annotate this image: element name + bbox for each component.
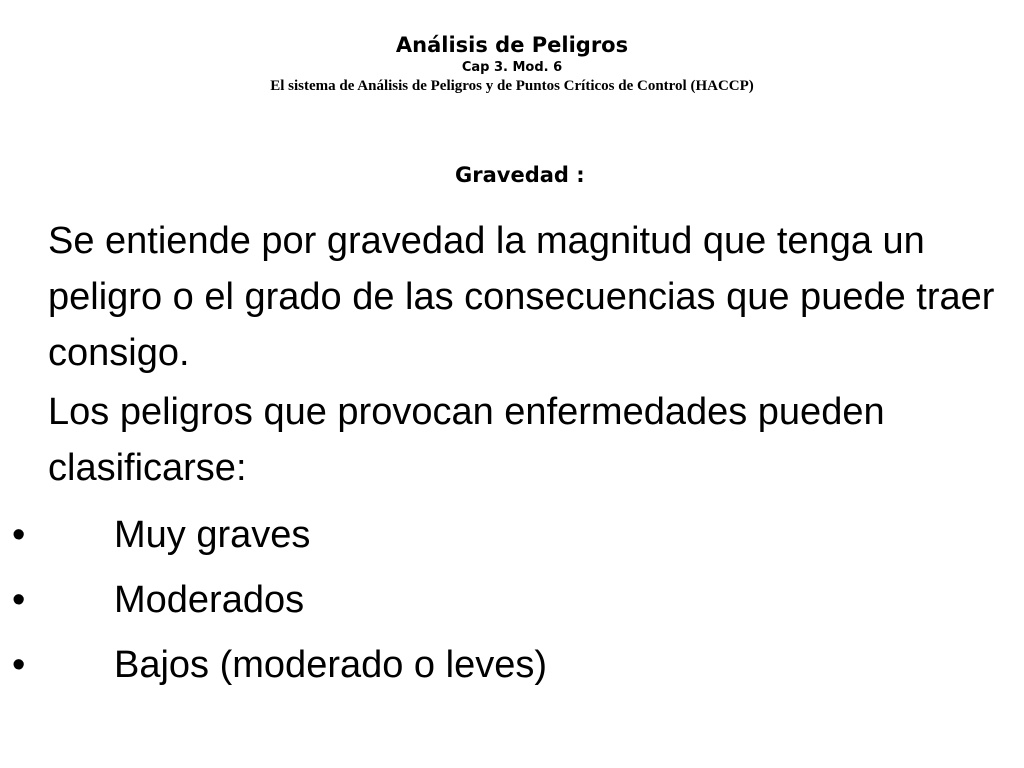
bullet-icon: • [12,579,26,621]
paragraph-classification: Los peligros que provocan enfermedades pueden clasificarse: [48,391,885,489]
bullet-text: Muy graves [114,514,311,556]
section-title: Gravedad : [455,163,585,187]
header-description: El sistema de Análisis de Peligros y de Puntos Críticos de Control (HACCP) [270,78,754,94]
bullet-icon: • [12,644,26,686]
slide-header [0,30,1024,96]
header-subtitle: Cap 3. Mod. 6 [461,60,563,75]
bullet-icon: • [12,514,26,556]
bullet-text: Moderados [114,579,305,621]
paragraph-definition: Se entiende por gravedad la magnitud que tenga un peligro o el grado de las consecuencias que puede traer consigo. [48,220,995,374]
header-title: Análisis de Peligros [395,33,629,57]
bullet-text: Bajos (moderado o leves) [114,644,547,686]
